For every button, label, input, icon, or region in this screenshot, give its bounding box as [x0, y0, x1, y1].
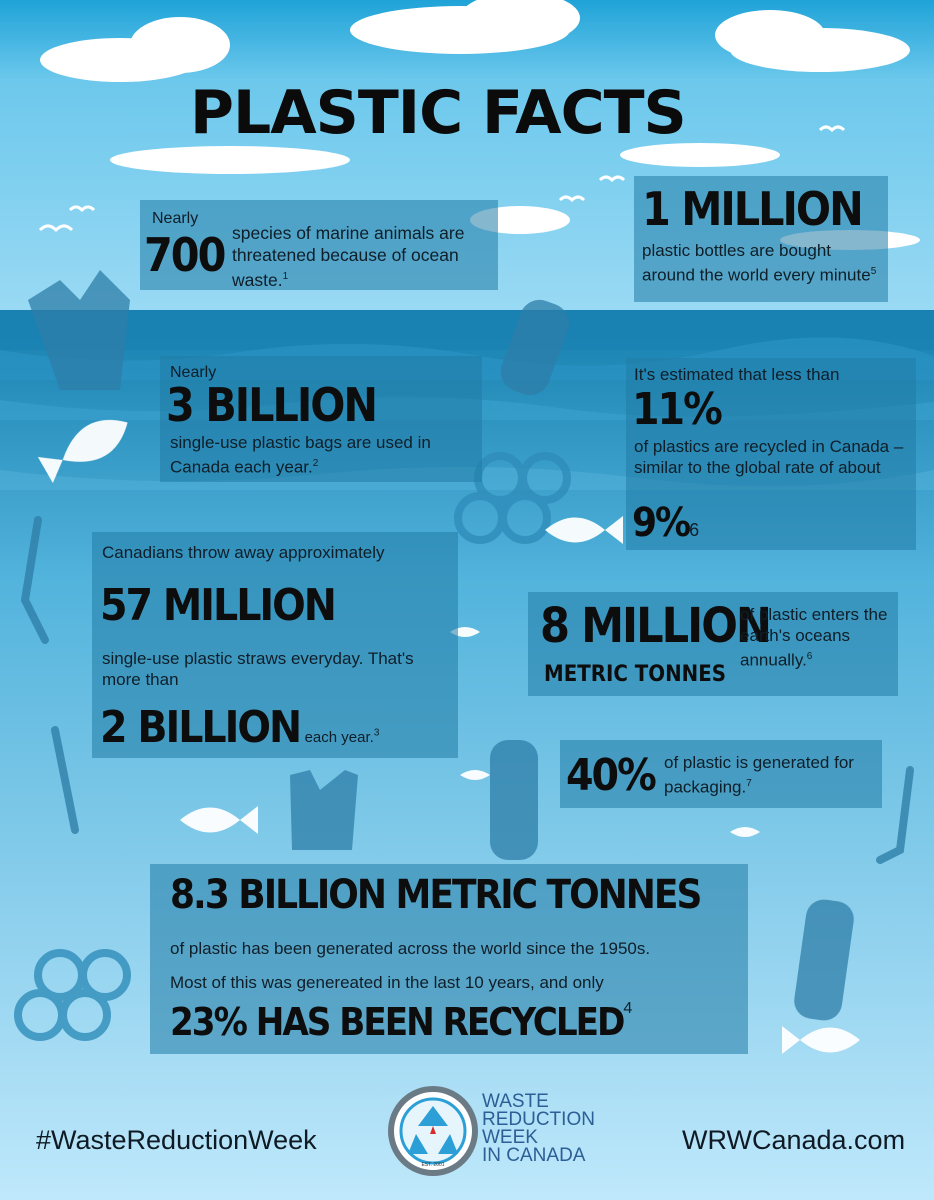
fact-prefix: Canadians throw away approximately [102, 543, 385, 562]
fact-prefix: Nearly [152, 210, 199, 227]
website-link[interactable]: WRWCanada.com [682, 1125, 906, 1155]
footnote-ref: 6 [806, 651, 813, 662]
page-title: PLASTIC FACTS [190, 78, 686, 148]
recycle-logo-icon [388, 1086, 478, 1176]
fact-generated [150, 864, 748, 1054]
fact-number-2: 9% [632, 500, 690, 546]
fact-number: 700 [144, 228, 225, 282]
fact-packaging [560, 740, 882, 808]
fact-prefix: It's estimated that less than [634, 365, 840, 384]
fact-number-2: 2 BILLION [100, 702, 301, 753]
fact-number: 1 MILLION [642, 182, 862, 236]
fact-text: of plastic enters the earth's oceans annually. [740, 605, 888, 670]
fact-unit: METRIC TONNES [544, 662, 726, 687]
footnote-ref: 2 [312, 458, 319, 469]
fact-number: 40% [566, 750, 655, 801]
fact-text: of plastic has been generated across the world since the 1950s. [170, 939, 651, 958]
fact-number: 57 MILLION [100, 580, 335, 631]
fact-text: species of marine animals are threatened because of ocean waste. [232, 223, 465, 290]
fact-number-2: 23% HAS BEEN RECYCLED [170, 1000, 624, 1044]
fact-text-2: Most of this was genereated in the last 10 years, and only [170, 973, 604, 992]
fact-prefix: Nearly [170, 364, 217, 381]
svg-text:EST. 2001: EST. 2001 [421, 1162, 445, 1168]
fact-text: single-use plastic bags are used in Canada each year. [170, 433, 431, 477]
fact-species [140, 200, 498, 290]
fact-number: 8.3 BILLION METRIC TONNES [170, 872, 701, 918]
footnote-ref: 4 [623, 1000, 633, 1017]
footnote-ref: 7 [746, 778, 752, 789]
fact-number: 11% [632, 384, 721, 435]
footnote-ref: 6 [689, 520, 700, 540]
fact-suffix: each year. [304, 729, 374, 746]
fact-text: of plastics are recycled in Canada – similar to the global rate of about [634, 437, 904, 477]
footnote-ref: 5 [870, 266, 877, 277]
fact-text: of plastic is generated for packaging. [664, 753, 854, 797]
fact-number: 3 BILLION [166, 378, 377, 432]
fact-number: 8 MILLION [540, 598, 771, 654]
fact-straws [92, 532, 458, 758]
fact-bags [160, 356, 482, 482]
fact-bottles [634, 176, 888, 302]
fact-text: plastic bottles are bought around the world every minute [642, 241, 871, 285]
footnote-ref: 3 [373, 727, 380, 739]
logo-wordmark: WASTE REDUCTION WEEK IN CANADA [482, 1091, 595, 1166]
fact-recycled [626, 358, 916, 550]
hashtag: #WasteReductionWeek [36, 1125, 317, 1155]
fact-text: single-use plastic straws everyday. That's more than [102, 649, 414, 689]
fact-oceans [528, 592, 898, 696]
footnote-ref: 1 [282, 271, 289, 282]
